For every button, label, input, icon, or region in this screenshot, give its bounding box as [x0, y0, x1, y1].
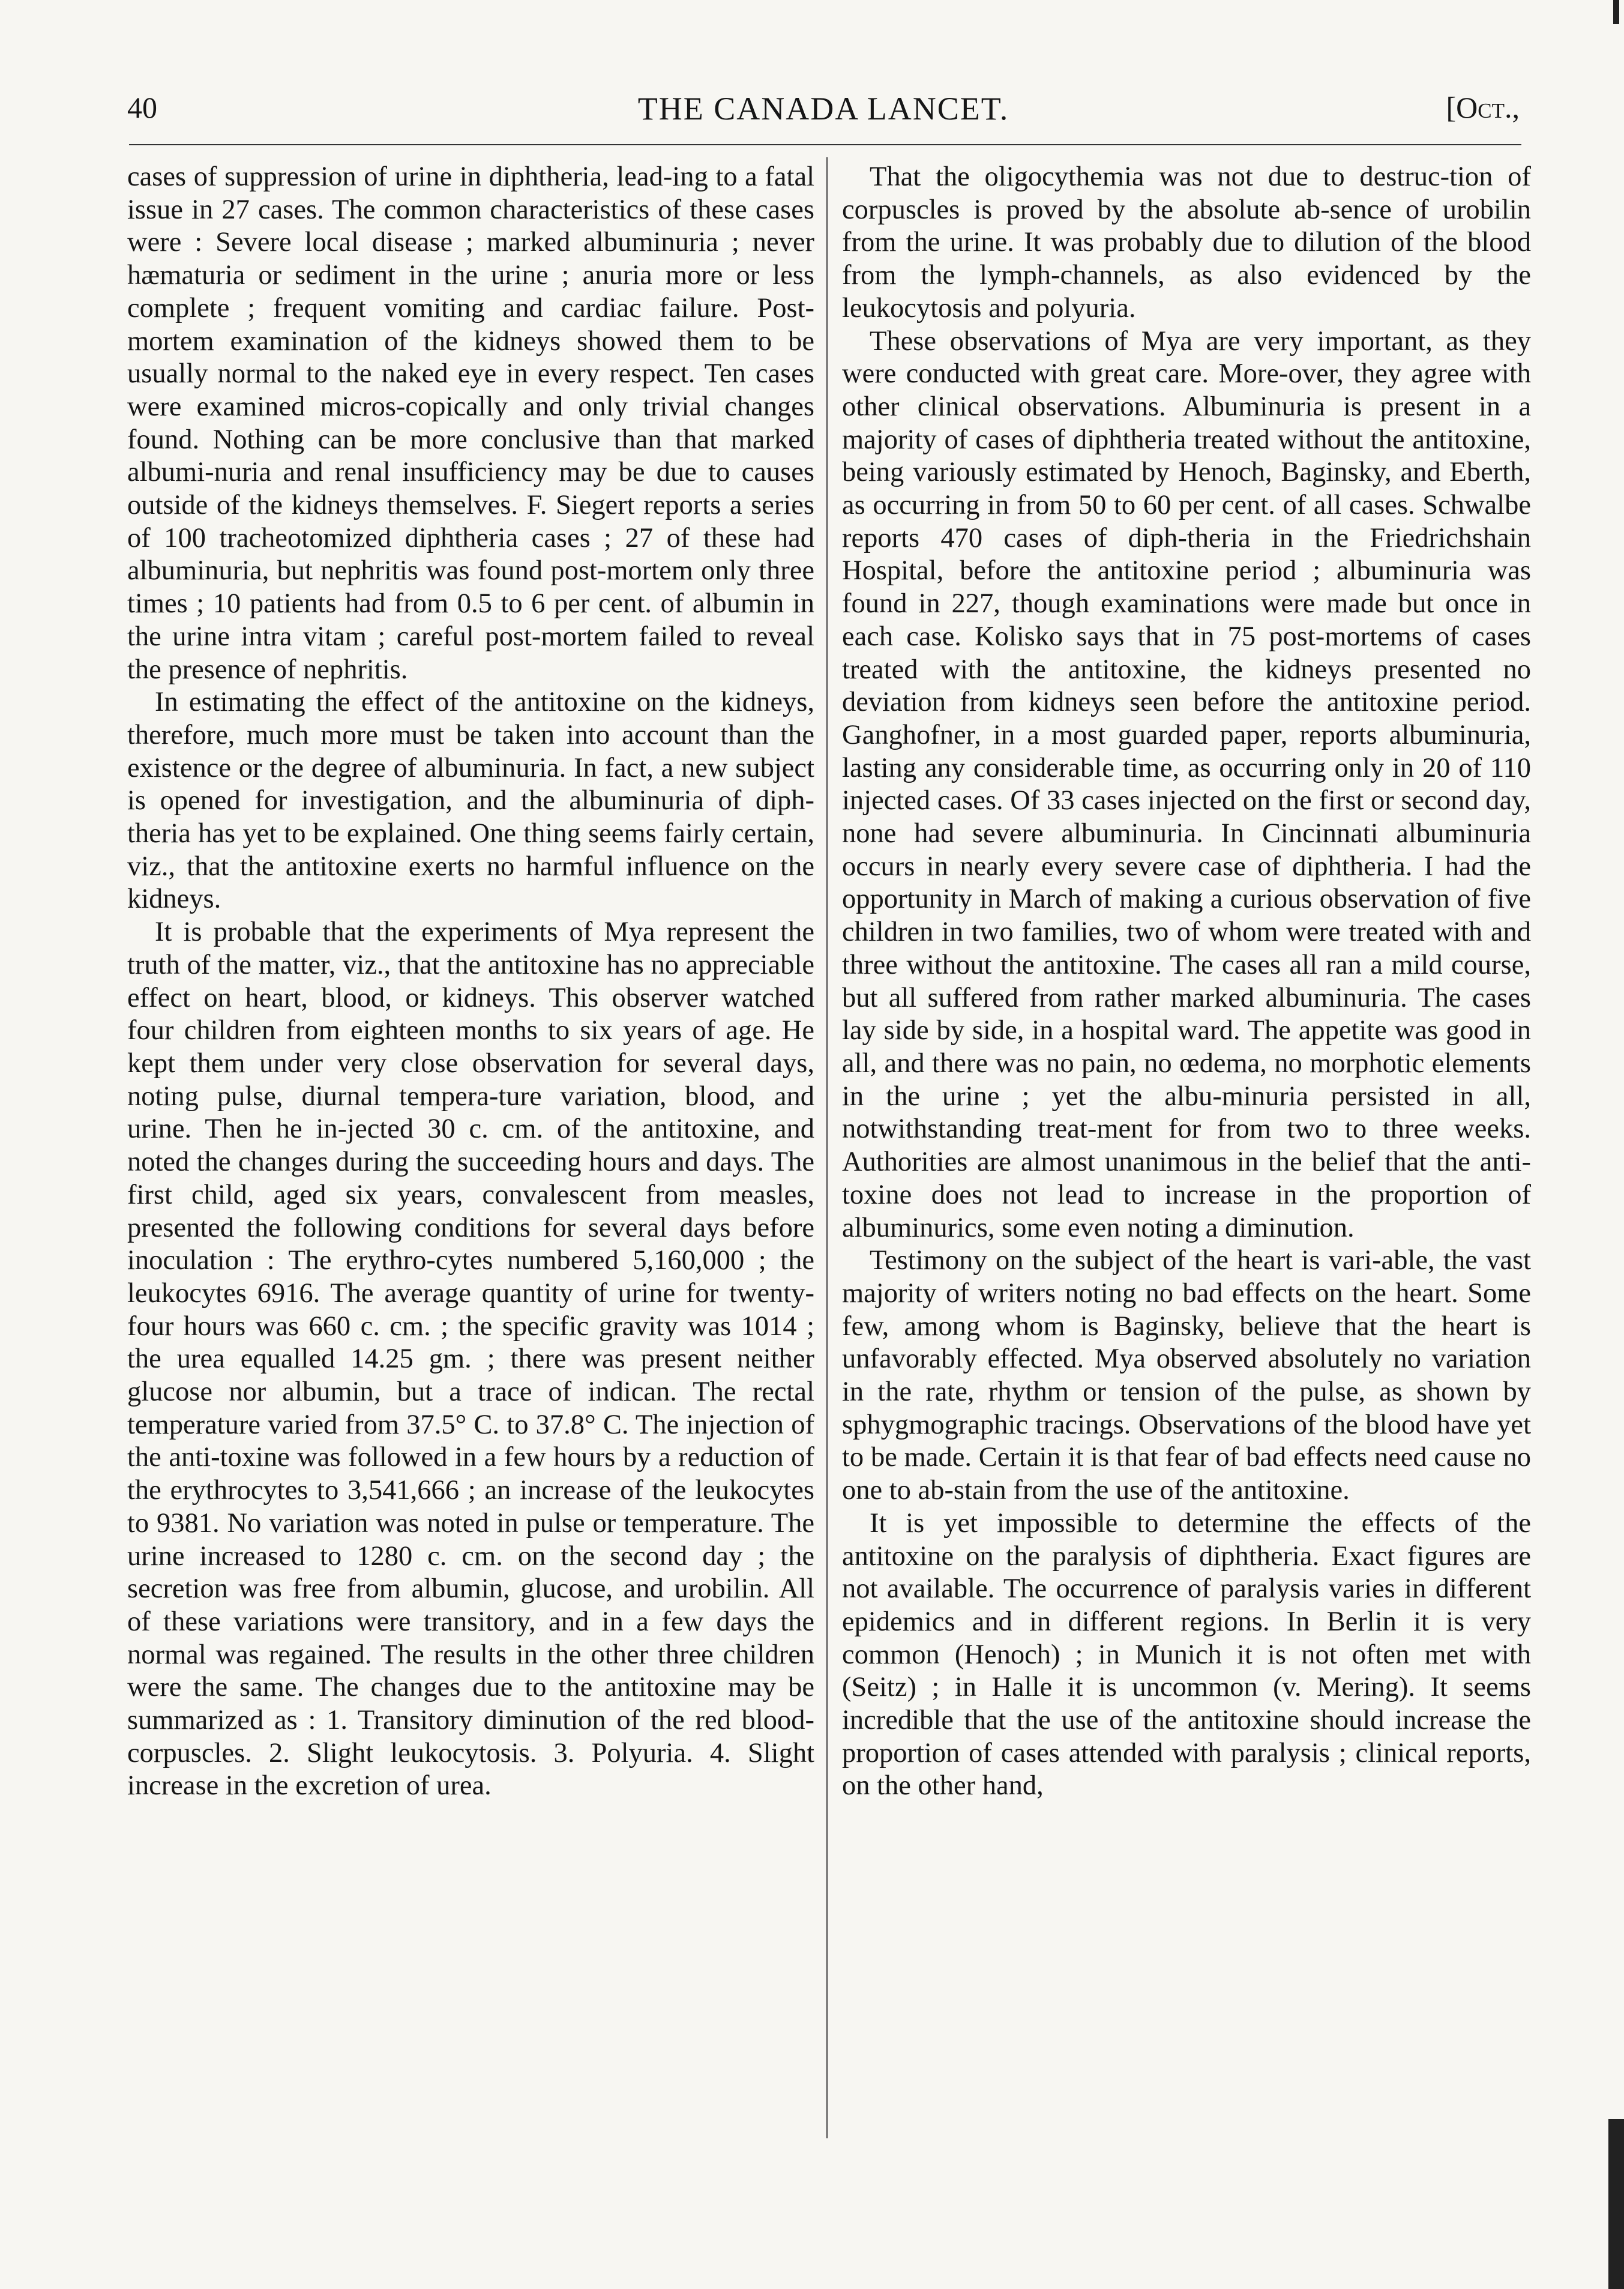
page-edge-mark-bottom	[1608, 2119, 1624, 2289]
left-paragraph-3: It is probable that the experiments of Mya represent the truth of the matter, viz., that the antitoxine has no appreciable effect on heart, blood, or kidneys. This observer watched four children from eighteen months to six years of age. He kept them under very close observation for several days, noting pulse, diurnal tempera-ture variation, blood, and urine. Then he in-jected 30 c. cm. of the antitoxine, and noted the changes during the succeeding hours and days. The first child, aged six years, convalescent from measles, presented the following conditions for several days before inoculation : The erythro-cytes numbered 5,160,000 ; the leukocytes 6916. The average quantity of urine for twenty-four hours was 660 c. cm. ; the specific gravity was 1014 ; the urea equalled 14.25 gm. ; there was present neither glucose nor albumin, but a trace of indican. The rectal temperature varied from 37.5° C. to 37.8° C. The injection of the anti-toxine was followed in a few hours by a reduction of the erythrocytes to 3,541,666 ; an increase of the leukocytes to 9381. No variation was noted in pulse or temperature. The urine increased to 1280 c. cm. on the second day ; the secretion was free from albumin, glucose, and urobilin. All of these variations were transitory, and in a few days the normal was regained. The results in the other three children were the same. The changes due to the antitoxine may be summarized as : 1. Transitory diminution of the red blood-corpuscles. 2. Slight leukocytosis. 3. Polyuria. 4. Slight increase in the excretion of urea.	[127, 917, 814, 1802]
page-edge-mark-top	[1613, 0, 1619, 24]
left-column	[127, 161, 814, 1803]
left-paragraph-1: cases of suppression of urine in diphtheria, lead-ing to a fatal issue in 27 cases. The common characteristics of these cases were : Severe local disease ; marked albuminuria ; never hæmaturia or sediment in the urine ; anuria more or less complete ; frequent vomiting and cardiac failure. Post-mortem examination of the kidneys showed them to be usually normal to the naked eye in every respect. Ten cases were examined micros-copically and only trivial changes found. Nothing can be more conclusive than that marked albumi-nuria and renal insufficiency may be due to causes outside of the kidneys themselves. F. Siegert reports a series of 100 tracheotomized diphtheria cases ; 27 of these had albuminuria, but nephritis was found post-mortem only three times ; 10 patients had from 0.5 to 6 per cent. of albumin in the urine intra vitam ; careful post-mortem failed to reveal the presence of nephritis.	[127, 161, 814, 685]
right-column	[842, 161, 1531, 1803]
page-number: 40	[127, 91, 157, 124]
issue-label: [Oct.,	[1446, 91, 1520, 124]
right-paragraph-3: Testimony on the subject of the heart is vari-able, the vast majority of writers noting no bad effects on the heart. Some few, among whom is Baginsky, believe that the heart is unfavorably effected. Mya observed absolutely no variation in the rate, rhythm or tension of the pulse, as shown by sphygmographic tracings. Observations of the blood have yet to be made. Certain it is that fear of bad effects need cause no one to ab-stain from the use of the antitoxine.	[842, 1245, 1531, 1506]
right-paragraph-1: That the oligocythemia was not due to destruc-tion of corpuscles is proved by the absolute ab-sence of urobilin from the urine. It was probably due to dilution of the blood from the lymph-channels, as also evidenced by the leukocytosis and polyuria.	[842, 161, 1531, 324]
right-paragraph-2: These observations of Mya are very important, as they were conducted with great care. More-over, they agree with other clinical observations. Albuminuria is present in a majority of cases of diphtheria treated without the antitoxine, being variously estimated by Henoch, Baginsky, and Eberth, as occurring in from 50 to 60 per cent. of all cases. Schwalbe reports 470 cases of diph-theria in the Friedrichshain Hospital, before the antitoxine period ; albuminuria was found in 227, though examinations were made but once in each case. Kolisko says that in 75 post-mortems of cases treated with the antitoxine, the kidneys presented no deviation from kidneys seen before the antitoxine period. Ganghofner, in a most guarded paper, reports albuminuria, lasting any considerable time, as occurring only in 20 of 110 injected cases. Of 33 cases injected on the first or second day, none had severe albuminuria. In Cincinnati albuminuria occurs in nearly every severe case of diphtheria. I had the opportunity in March of making a curious observation of five children in two families, two of whom were treated with and three without the antitoxine. The cases all ran a mild course, but all suffered from rather marked albuminuria. The cases lay side by side, in a hospital ward. The appetite was good in all, and there was no pain, no œdema, no morphotic elements in the urine ; yet the albu-minuria persisted in all, notwithstanding treat-ment for from two to three weeks. Authorities are almost unanimous in the belief that the anti-toxine does not lead to increase in the proportion of albuminurics, some even noting a diminution.	[842, 325, 1531, 1243]
right-paragraph-4: It is yet impossible to determine the effects of the antitoxine on the paralysis of diphtheria. Exact figures are not available. The occurrence of paralysis varies in different epidemics and in different regions. In Berlin it is very common (Henoch) ; in Munich it is not often met with (Seitz) ; in Halle it is uncommon (v. Mering). It seems incredible that the use of the antitoxine should increase the proportion of cases attended with paralysis ; clinical reports, on the other hand,	[842, 1507, 1531, 1802]
page-header	[127, 90, 1520, 144]
header-rule	[129, 144, 1521, 145]
column-divider	[826, 157, 828, 2138]
left-paragraph-2: In estimating the effect of the antitoxine on the kidneys, therefore, much more must be taken into account than the existence or the degree of albuminuria. In fact, a new subject is opened for investigation, and the albuminuria of diph-theria has yet to be explained. One thing seems fairly certain, viz., that the antitoxine exerts no harmful influence on the kidneys.	[127, 687, 814, 915]
journal-title: THE CANADA LANCET.	[637, 91, 1009, 127]
